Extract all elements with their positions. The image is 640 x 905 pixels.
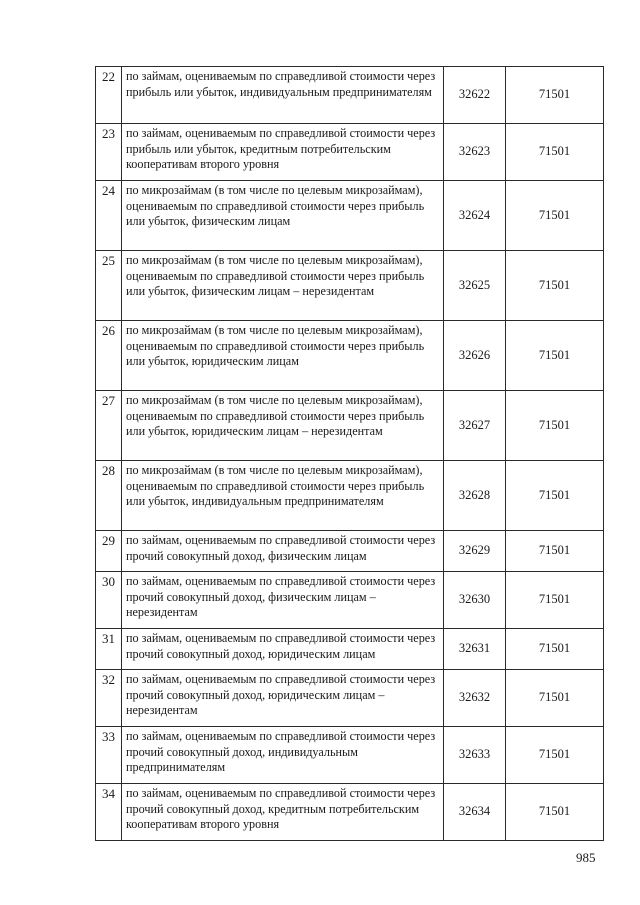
row-account-number: 71501 xyxy=(506,391,604,461)
row-description: по займам, оцениваемым по справедливой стоимости через прочий совокупный доход, юридическим лицам xyxy=(122,629,444,670)
row-description: по займам, оцениваемым по справедливой стоимости через прочий совокупный доход, физическим лицам – нерезидентам xyxy=(122,572,444,629)
row-symbol-code: 32623 xyxy=(444,124,506,181)
row-number: 32 xyxy=(96,670,122,727)
table-row xyxy=(96,670,604,727)
row-description: по займам, оцениваемым по справедливой стоимости через прибыль или убыток, кредитным потребительским кооперативам второго уровня xyxy=(122,124,444,181)
table-row xyxy=(96,531,604,572)
row-description: по микрозаймам (в том числе по целевым микрозаймам), оцениваемым по справедливой стоимости через прибыль или убыток, физическим лицам xyxy=(122,181,444,251)
row-number: 23 xyxy=(96,124,122,181)
table-row xyxy=(96,727,604,784)
row-number: 34 xyxy=(96,784,122,841)
row-account-number: 71501 xyxy=(506,67,604,124)
row-account-number: 71501 xyxy=(506,784,604,841)
table-row xyxy=(96,784,604,841)
row-symbol-code: 32634 xyxy=(444,784,506,841)
row-account-number: 71501 xyxy=(506,181,604,251)
row-description: по микрозаймам (в том числе по целевым микрозаймам), оцениваемым по справедливой стоимости через прибыль или убыток, физическим лицам – нерезидентам xyxy=(122,251,444,321)
table-row xyxy=(96,391,604,461)
row-symbol-code: 32633 xyxy=(444,727,506,784)
table-row xyxy=(96,461,604,531)
row-account-number: 71501 xyxy=(506,124,604,181)
row-symbol-code: 32627 xyxy=(444,391,506,461)
row-number: 31 xyxy=(96,629,122,670)
table-row xyxy=(96,67,604,124)
table-row xyxy=(96,124,604,181)
row-description: по займам, оцениваемым по справедливой стоимости через прочий совокупный доход, кредитным потребительским кооперативам второго уровня xyxy=(122,784,444,841)
table-row xyxy=(96,251,604,321)
table-row xyxy=(96,321,604,391)
row-symbol-code: 32626 xyxy=(444,321,506,391)
row-description: по микрозаймам (в том числе по целевым микрозаймам), оцениваемым по справедливой стоимости через прибыль или убыток, юридическим лицам xyxy=(122,321,444,391)
row-number: 29 xyxy=(96,531,122,572)
row-symbol-code: 32625 xyxy=(444,251,506,321)
row-account-number: 71501 xyxy=(506,629,604,670)
row-account-number: 71501 xyxy=(506,321,604,391)
row-symbol-code: 32628 xyxy=(444,461,506,531)
table-row xyxy=(96,181,604,251)
row-symbol-code: 32622 xyxy=(444,67,506,124)
row-description: по займам, оцениваемым по справедливой стоимости через прочий совокупный доход, юридическим лицам – нерезидентам xyxy=(122,670,444,727)
row-account-number: 71501 xyxy=(506,727,604,784)
row-description: по займам, оцениваемым по справедливой стоимости через прибыль или убыток, индивидуальным предпринимателям xyxy=(122,67,444,124)
row-number: 27 xyxy=(96,391,122,461)
row-number: 28 xyxy=(96,461,122,531)
row-account-number: 71501 xyxy=(506,531,604,572)
row-account-number: 71501 xyxy=(506,572,604,629)
row-number: 22 xyxy=(96,67,122,124)
row-account-number: 71501 xyxy=(506,461,604,531)
row-number: 25 xyxy=(96,251,122,321)
row-account-number: 71501 xyxy=(506,670,604,727)
row-description: по микрозаймам (в том числе по целевым микрозаймам), оцениваемым по справедливой стоимости через прибыль или убыток, индивидуальным предпринимателям xyxy=(122,461,444,531)
row-symbol-code: 32631 xyxy=(444,629,506,670)
row-number: 30 xyxy=(96,572,122,629)
table-row xyxy=(96,572,604,629)
row-symbol-code: 32624 xyxy=(444,181,506,251)
row-account-number: 71501 xyxy=(506,251,604,321)
table-row xyxy=(96,629,604,670)
row-symbol-code: 32629 xyxy=(444,531,506,572)
row-description: по займам, оцениваемым по справедливой стоимости через прочий совокупный доход, физическим лицам xyxy=(122,531,444,572)
row-symbol-code: 32632 xyxy=(444,670,506,727)
row-description: по займам, оцениваемым по справедливой стоимости через прочий совокупный доход, индивидуальным предпринимателям xyxy=(122,727,444,784)
page-number: 985 xyxy=(576,850,596,865)
row-symbol-code: 32630 xyxy=(444,572,506,629)
row-number: 24 xyxy=(96,181,122,251)
row-number: 33 xyxy=(96,727,122,784)
accounts-table xyxy=(95,66,604,841)
row-number: 26 xyxy=(96,321,122,391)
row-description: по микрозаймам (в том числе по целевым микрозаймам), оцениваемым по справедливой стоимости через прибыль или убыток, юридическим лицам – нерезидентам xyxy=(122,391,444,461)
